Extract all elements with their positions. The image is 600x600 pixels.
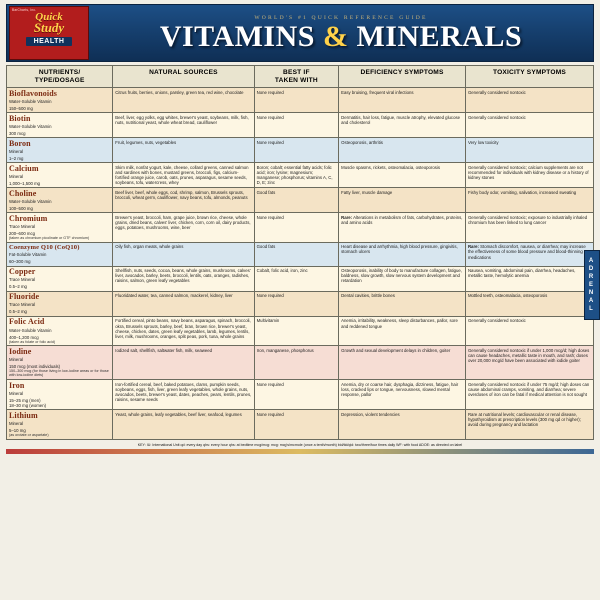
logo-study-text: Study	[33, 20, 65, 35]
nutrient-name: Bioflavonoids	[9, 88, 57, 98]
nutrient-dosage: 150 mcg (most individuals)	[9, 363, 61, 369]
nutrient-name: Boron	[9, 138, 31, 148]
cell-natural-sources: Skim milk, nonfat yogurt, kale, cheese, collard greens, canned salmon and sardines with bones, mustard greens, broccoli, figs, calcium-fortified orange juice, carob, oats, prunes, asparagus, sesame seeds, soybeans, tofu, watercress, whey	[113, 163, 254, 188]
table-row	[7, 113, 594, 138]
cell-best-if-taken-with: None required	[254, 291, 339, 316]
cell-toxicity-symptoms: Rare at nutritional levels; cardiovascular or renal disease, hypothyroidism at prescription levels (300 mg qd or higher); avoid during pregnancy and lactation	[465, 410, 593, 439]
nutrient-dosage: 1,000–1,500 mg	[9, 180, 41, 186]
cell-best-if-taken-with: None required	[254, 113, 339, 138]
nutrient-type: Water-Soluble Vitamin	[9, 123, 52, 129]
table-row	[7, 213, 594, 242]
cell-deficiency-symptoms: Depression, violent tendencies	[339, 410, 466, 439]
cell-best-if-taken-with: Good fats	[254, 242, 339, 266]
page-header	[6, 4, 594, 62]
table-row	[7, 188, 594, 213]
nutrient-name: Folic Acid	[9, 317, 45, 327]
cell-natural-sources: Beef, liver, egg yolks, egg whites, brewer's yeast, soybeans, milk, fish, nuts, nutritional yeast, whole wheat bread, cauliflower	[113, 113, 254, 138]
cell-best-if-taken-with: None required	[254, 88, 339, 113]
cell-deficiency-symptoms: Growth and sexual development delays in children, goiter	[339, 346, 466, 380]
cell-deficiency-symptoms: Rare: Alterations in metabolism of fats, carbohydrates, proteins, and amino acids	[339, 213, 466, 242]
col-header-toxicity-symptoms: TOXICITY SYMPTOMS	[465, 66, 593, 88]
cell-natural-sources: Fluoridated water, tea, canned salmon, mackerel, kidney, liver	[113, 291, 254, 316]
cell-deficiency-symptoms: Osteoporosis, arthritis	[339, 138, 466, 163]
cell-best-if-taken-with: Cobalt, folic acid, iron, zinc	[254, 266, 339, 291]
table-row	[7, 380, 594, 410]
table-row	[7, 88, 594, 113]
cell-toxicity-symptoms: Generally considered nontoxic; calcium supplements are not recommended for individuals with kidney disease or a history of kidney stones	[465, 163, 593, 188]
logo-health-badge: HEALTH	[26, 37, 73, 46]
cell-nutrient	[7, 113, 113, 138]
nutrient-type: Water-Soluble Vitamin	[9, 327, 52, 333]
cell-toxicity-symptoms: Generally considered nontoxic; exposure to industrially inhaled chromium has been linked to lung cancer	[465, 213, 593, 242]
cell-nutrient	[7, 380, 113, 410]
cell-natural-sources: Yeast, whole grains, leafy vegetables, beef liver, seafood, legumes	[113, 410, 254, 439]
cell-nutrient	[7, 188, 113, 213]
nutrient-dosage-note: (taken as folate or folic acid)	[9, 339, 56, 344]
cell-toxicity-symptoms: Mottled teeth, osteomalacia, osteoporosis	[465, 291, 593, 316]
title-minerals: MINERALS	[356, 19, 523, 53]
table-row	[7, 291, 594, 316]
cell-deficiency-symptoms: Anemia, dry or coarse hair, dysphagia, dizziness, fatigue, hair loss, cracked lips or tongue, nervousness, slowed mental response, pallor	[339, 380, 466, 410]
cell-toxicity-symptoms: Very low toxicity	[465, 138, 593, 163]
cell-natural-sources: Oily fish, organ meats, whole grains	[113, 242, 254, 266]
table-row	[7, 242, 594, 266]
cell-nutrient	[7, 242, 113, 266]
nutrient-dosage: 5–10 mg	[9, 427, 26, 433]
cell-deficiency-symptoms: Fatty liver, muscle damage	[339, 188, 466, 213]
table-header-row	[7, 66, 594, 88]
cell-best-if-taken-with: None required	[254, 410, 339, 439]
nutrient-name: Fluoride	[9, 292, 40, 302]
nutrient-dosage-note: 150–300 mcg (for those living in low-iodine areas or for those with low-iodine diets)	[9, 368, 109, 378]
cell-nutrient	[7, 291, 113, 316]
cell-nutrient	[7, 163, 113, 188]
cell-nutrient	[7, 410, 113, 439]
title-vitamins: VITAMINS	[159, 19, 315, 53]
nutrient-dosage-note: (taken as chromium picolinate or GTF chromium)	[9, 236, 90, 241]
nutrient-dosage: 200–600 mcg	[9, 231, 36, 237]
cell-toxicity-symptoms: Generally considered nontoxic	[465, 88, 593, 113]
table-row	[7, 163, 594, 188]
cell-nutrient	[7, 266, 113, 291]
nutrient-dosage: 0.5–2 mg	[9, 284, 27, 290]
cell-toxicity-symptoms: Generally considered nontoxic	[465, 316, 593, 345]
cell-deficiency-symptoms: Anemia, irritability, weakness, sleep disturbances, pallor, sore and reddened tongue	[339, 316, 466, 345]
cell-deficiency-symptoms: Dental cavities, brittle bones	[339, 291, 466, 316]
nutrient-dosage: 1–2 mg	[9, 155, 24, 161]
cell-best-if-taken-with: Boron; cobalt; essential fatty acids; folic acid; iron; lysine; magnesium; manganese; phosphorus; vitamins A, C, D, E; zinc	[254, 163, 339, 188]
nutrient-dosage: 0.5–2 mg	[9, 309, 27, 315]
nutrient-dosage-note: (as orotate or aspartate)	[9, 432, 49, 437]
nutrient-name: Chromium	[9, 213, 48, 223]
cell-natural-sources: Beef liver, beef, whole eggs, cod, shrimp, salmon, Brussels sprouts, broccoli, wheat germ, cauliflower, navy beans, tofu, almonds, peanuts	[113, 188, 254, 213]
nutrient-name: Lithium	[9, 410, 38, 420]
nutrient-type: Mineral	[9, 390, 24, 396]
nutrient-type: Water-Soluble Vitamin	[9, 98, 52, 104]
table-row	[7, 266, 594, 291]
cell-nutrient	[7, 316, 113, 345]
nutrient-name: Iodine	[9, 346, 32, 356]
nutrient-dosage: 150–500 mg	[9, 105, 33, 111]
header-kicker: WORLD'S #1 QUICK REFERENCE GUIDE	[254, 14, 428, 21]
nutrient-type: Trace Mineral	[9, 224, 36, 230]
col-header-natural-sources: NATURAL SOURCES	[113, 66, 254, 88]
cell-natural-sources: Citrus fruits, berries, onions, parsley, green tea, red wine, chocolate	[113, 88, 254, 113]
cell-natural-sources: Brewer's yeast, broccoli, ham, grape juice, brown rice, cheese, whole grains, dried beans, calves' liver, chicken, corn, corn oil, dairy products, eggs, potatoes, mushrooms, wine, beer	[113, 213, 254, 242]
nutrient-name: Choline	[9, 188, 37, 198]
cell-nutrient	[7, 213, 113, 242]
quickstudy-logo	[9, 6, 89, 60]
col-header-nutrients: NUTRIENTS/ TYPE/DOSAGE	[7, 66, 113, 88]
cell-best-if-taken-with: None required	[254, 213, 339, 242]
cell-best-if-taken-with: None required	[254, 380, 339, 410]
logo-quick-text: Quick	[35, 11, 63, 23]
title-ampersand: &	[322, 19, 349, 53]
table-row	[7, 138, 594, 163]
nutrient-type: Mineral	[9, 356, 24, 362]
nutrient-type: Mineral	[9, 173, 24, 179]
nutrient-type: Trace Mineral	[9, 302, 36, 308]
nutrients-table	[6, 65, 594, 440]
nutrient-name: Coenzyme Q10 (CoQ10)	[9, 244, 80, 252]
col-header-deficiency-symptoms: DEFICIENCY SYMPTOMS	[339, 66, 466, 88]
cell-toxicity-symptoms: Generally considered nontoxic	[465, 113, 593, 138]
nutrient-type: Trace Mineral	[9, 277, 36, 283]
cell-natural-sources: Iodized salt, shellfish, saltwater fish, milk, seaweed	[113, 346, 254, 380]
nutrient-dosage: 100–500 mg	[9, 205, 33, 211]
page-title	[95, 19, 587, 53]
nutrient-type: Water-Soluble Vitamin	[9, 198, 52, 204]
table-row	[7, 346, 594, 380]
table-row	[7, 410, 594, 439]
nutrient-dosage: 60–300 mg	[9, 259, 31, 265]
cell-toxicity-symptoms: Generally considered nontoxic if under 1,000 mcg/d; high doses can cause headaches, metallic taste in mouth, and rash; doses over 20,000 mcg/d have been associated with iodide goiter	[465, 346, 593, 380]
cell-toxicity-symptoms: Fishy body odor, vomiting, salivation, increased sweating	[465, 188, 593, 213]
cell-natural-sources: Fortified cereal, pinto beans, navy beans, asparagus, spinach, broccoli, okra, Brussels sprouts, barley, beef, bran, brown rice, brewer's yeast, cheese, chicken, dates, green leafy vegetables, lamb, legumes, lentils, liver, milk, mushrooms, oranges, split peas, pork, tuna, whole grains	[113, 316, 254, 345]
cell-nutrient	[7, 138, 113, 163]
key-footnote: KEY: IU: International Unit qd: every day qhs: every hour qhs: at bedtime mcg/mcg: mcg: mcg's/mcmole (once a tenth/month) bid/tid/qid: two/three/four times daily WF: with food ADOE: as directed on label	[137, 442, 463, 447]
table-body	[7, 88, 594, 440]
nutrient-name: Iron	[9, 380, 25, 390]
footer-color-bar	[6, 449, 594, 454]
cell-toxicity-symptoms: Rare: Stomach discomfort, nausea, or diarrhea; may increase the effectiveness of some blood pressure and blood-thinning medications	[465, 242, 593, 266]
cell-deficiency-symptoms: Dermatitis, hair loss, fatigue, muscle atrophy, elevated glucose and cholesterol	[339, 113, 466, 138]
nutrient-name: Copper	[9, 267, 36, 277]
table-row	[7, 316, 594, 345]
cell-best-if-taken-with: None required	[254, 138, 339, 163]
nutrient-dosage: 15–25 mg (men) 18–30 mg (women)	[9, 397, 47, 408]
nutrient-type: Mineral	[9, 148, 24, 154]
col-header-best-if-taken-with: BEST IF TAKEN WITH	[254, 66, 339, 88]
cell-nutrient	[7, 88, 113, 113]
nutrient-type: Fat-Soluble Vitamin	[9, 252, 47, 258]
nutrient-type: Mineral	[9, 420, 24, 426]
cell-deficiency-symptoms: Easy bruising, frequent viral infections	[339, 88, 466, 113]
nutrient-name: Biotin	[9, 113, 31, 123]
cell-deficiency-symptoms: Osteoporosis, inability of body to manufacture collagen, fatigue, baldness, slow growth, slow nervous system development and retardation	[339, 266, 466, 291]
nutrient-dosage: 300 mcg	[9, 130, 26, 136]
cell-best-if-taken-with: Iron, manganese, phosphorus	[254, 346, 339, 380]
nutrient-dosage: 400–1,200 mcg	[9, 334, 39, 340]
logo-corner-text: BarCharts, Inc.	[12, 8, 37, 12]
cell-toxicity-symptoms: Generally considered nontoxic if under 75 mg/d; high doses can cause abdominal cramps, vomiting, and diarrhea; severe overdoses of iron can be fatal if medical attention is not sought	[465, 380, 593, 410]
title-block	[89, 15, 593, 52]
nutrient-name: Calcium	[9, 163, 39, 173]
cell-deficiency-symptoms: Muscle spasms, rickets, osteomalacia, osteoporosis	[339, 163, 466, 188]
cell-toxicity-symptoms: Nausea, vomiting, abdominal pain, diarrhea, headaches, metallic taste, hemolytic anemia	[465, 266, 593, 291]
side-tab-adrenal: A D R E N A L	[584, 250, 600, 320]
cell-natural-sources: Iron-fortified cereal, beef, baked potatoes, clams, pumpkin seeds, soybeans, eggs, fish, liver, green leafy vegetables, whole grains, nuts, avocados, beets, brewer's yeast, dates, peaches, pears, lentils, prunes, raisins, sesame seeds	[113, 380, 254, 410]
cell-deficiency-symptoms: Heart disease and arrhythmia, high blood pressure, gingivitis, stomach ulcers	[339, 242, 466, 266]
cell-natural-sources: Shellfish, nuts, seeds, cocoa, beans, whole grains, mushrooms, calves' liver, avocados, barley, beets, broccoli, lentils, oats, oranges, radishes, raisins, salmon, green leafy vegetables	[113, 266, 254, 291]
cell-nutrient	[7, 346, 113, 380]
cell-best-if-taken-with: Good fats	[254, 188, 339, 213]
cell-natural-sources: Fruit, legumes, nuts, vegetables	[113, 138, 254, 163]
cell-best-if-taken-with: Multivitamin	[254, 316, 339, 345]
